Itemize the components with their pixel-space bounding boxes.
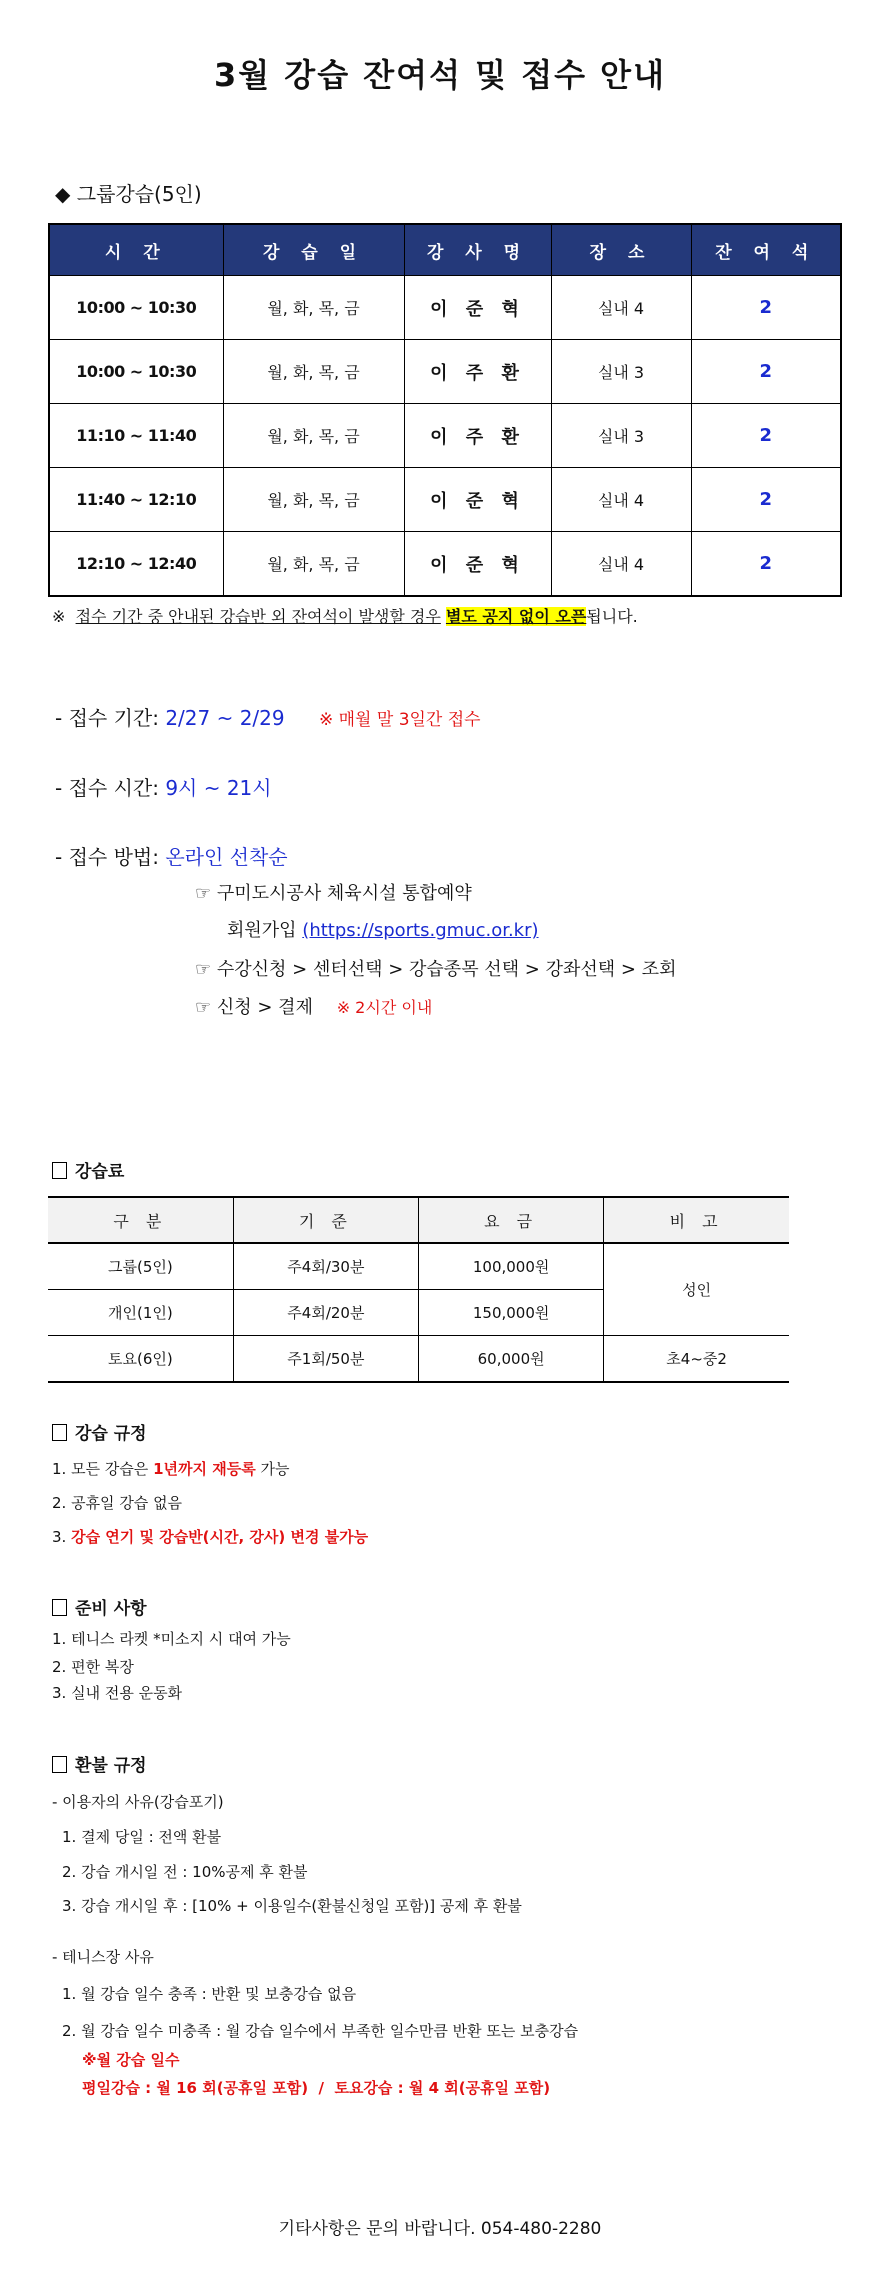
notice-tail: 됩니다. — [586, 607, 638, 626]
instructor-cell: 이 주 환 — [404, 404, 551, 468]
rule-3-red: 강습 연기 및 강습반(시간, 강사) 변경 불가능 — [71, 1528, 369, 1546]
diamond-icon: ◆ — [55, 182, 71, 206]
notice-mark: ※ — [52, 607, 66, 626]
prep-heading — [52, 1594, 147, 1619]
rule-2: 2. 공휴일 강습 없음 — [52, 1494, 183, 1512]
days-cell: 월, 화, 목, 금 — [223, 340, 404, 404]
rule-3-num: 3. — [52, 1528, 72, 1546]
monthly-days-detail: 평일강습 : 월 16 회(공휴일 포함) / 토요강습 : 월 4 회(공휴일 포함) — [82, 2079, 551, 2097]
remaining-seats-cell: 2 — [691, 404, 841, 468]
location-cell: 실내 3 — [551, 340, 691, 404]
hand-icon: ☞ — [195, 997, 212, 1018]
remaining-seats-cell: 2 — [691, 468, 841, 532]
table-row — [49, 276, 841, 340]
fee-table — [48, 1196, 789, 1383]
fee-header-cell: 기 준 — [233, 1197, 418, 1243]
fee-heading — [52, 1157, 124, 1182]
instructor-cell: 이 준 혁 — [404, 276, 551, 340]
fee-cell: 60,000원 — [419, 1336, 604, 1383]
signup-link[interactable]: (https://sports.gmuc.or.kr) — [302, 920, 539, 941]
time-value: 9시 ~ 21시 — [165, 776, 272, 800]
remaining-seats-cell: 2 — [691, 340, 841, 404]
schedule-header-cell: 장 소 — [551, 224, 691, 276]
fee-header-cell: 비 고 — [604, 1197, 789, 1243]
rule-3 — [52, 1526, 368, 1547]
prep-item: 1. 테니스 라켓 *미소지 시 대여 가능 — [52, 1630, 291, 1648]
step-2 — [195, 955, 676, 981]
hand-icon: ☞ — [195, 883, 212, 904]
location-cell: 실내 4 — [551, 276, 691, 340]
location-cell: 실내 3 — [551, 404, 691, 468]
period-line — [55, 702, 481, 731]
time-label: - 접수 시간: — [55, 776, 159, 800]
step-1 — [195, 879, 472, 905]
rule-1-pre: 1. 모든 강습은 — [52, 1460, 154, 1478]
method-value: 온라인 선착순 — [165, 845, 288, 869]
prep-item: 2. 편한 복장 — [52, 1658, 134, 1676]
fee-heading-text: 강습료 — [75, 1162, 125, 1182]
rule-1-post: 가능 — [255, 1460, 290, 1478]
table-row — [49, 404, 841, 468]
footer-contact: 기타사항은 문의 바랍니다. 054-480-2280 — [278, 2219, 602, 2239]
table-row — [49, 340, 841, 404]
fee-cell: 그룹(5인) — [48, 1243, 233, 1290]
location-cell: 실내 4 — [551, 468, 691, 532]
time-cell: 12:10 ~ 12:40 — [49, 532, 223, 597]
notice — [52, 604, 638, 627]
schedule-header-cell: 강 습 일 — [223, 224, 404, 276]
prep-heading-text: 준비 사항 — [75, 1599, 147, 1619]
table-row — [48, 1336, 789, 1383]
instructor-cell: 이 주 환 — [404, 340, 551, 404]
fee-cell: 주4회/30분 — [233, 1243, 418, 1290]
step-3-note: ※ 2시간 이내 — [336, 998, 433, 1017]
checkbox-square-icon — [52, 1424, 67, 1441]
fee-cell: 초4~중2 — [604, 1336, 789, 1383]
refund-court-heading: - 테니스장 사유 — [52, 1948, 154, 1966]
group-section-label: 그룹강습(5인) — [76, 182, 202, 206]
schedule-header-cell: 강 사 명 — [404, 224, 551, 276]
table-row — [48, 1243, 789, 1290]
checkbox-square-icon — [52, 1756, 67, 1773]
refund-user-item: 1. 결제 당일 : 전액 환불 — [62, 1828, 222, 1846]
remaining-seats-cell: 2 — [691, 532, 841, 597]
days-cell: 월, 화, 목, 금 — [223, 404, 404, 468]
days-cell: 월, 화, 목, 금 — [223, 276, 404, 340]
fee-header-cell: 요 금 — [419, 1197, 604, 1243]
fee-cell: 개인(1인) — [48, 1290, 233, 1336]
page-title: 3월 강습 잔여석 및 접수 안내 — [213, 56, 666, 94]
remaining-seats-cell: 2 — [691, 276, 841, 340]
instructor-cell: 이 준 혁 — [404, 468, 551, 532]
table-row — [49, 532, 841, 597]
schedule-header-cell: 잔 여 석 — [691, 224, 841, 276]
refund-court-item: 1. 월 강습 일수 충족 : 반환 및 보충강습 없음 — [62, 1985, 357, 2003]
fee-cell: 토요(6인) — [48, 1336, 233, 1383]
fee-cell: 주1회/50분 — [233, 1336, 418, 1383]
monthly-days-heading: ※월 강습 일수 — [82, 2051, 180, 2069]
step-1b-text: 회원가입 — [227, 920, 297, 941]
rules-heading — [52, 1419, 147, 1444]
fee-header-cell: 구 분 — [48, 1197, 233, 1243]
period-note: ※ 매월 말 3일간 접수 — [318, 710, 481, 730]
time-cell: 10:00 ~ 10:30 — [49, 340, 223, 404]
location-cell: 실내 4 — [551, 532, 691, 597]
fee-cell: 주4회/20분 — [233, 1290, 418, 1336]
step-3 — [195, 993, 432, 1019]
step-2-text: 수강신청 > 센터선택 > 강습종목 선택 > 강좌선택 > 조회 — [216, 959, 677, 980]
refund-heading-text: 환불 규정 — [75, 1756, 147, 1776]
rules-heading-text: 강습 규정 — [75, 1424, 147, 1444]
table-row — [49, 468, 841, 532]
fee-note-adult: 성인 — [604, 1243, 789, 1336]
method-line — [55, 841, 288, 870]
days-cell: 월, 화, 목, 금 — [223, 532, 404, 597]
notice-text: 접수 기간 중 안내된 강습반 외 잔여석이 발생할 경우 — [75, 607, 441, 626]
rule-1 — [52, 1458, 289, 1479]
period-value: 2/27 ~ 2/29 — [165, 706, 285, 730]
refund-user-heading: - 이용자의 사유(강습포기) — [52, 1793, 224, 1811]
time-cell: 11:10 ~ 11:40 — [49, 404, 223, 468]
method-label: - 접수 방법: — [55, 845, 159, 869]
refund-court-item: 2. 월 강습 일수 미충족 : 월 강습 일수에서 부족한 일수만큼 반환 또는 보충강습 — [62, 2022, 579, 2040]
checkbox-square-icon — [52, 1162, 67, 1179]
time-cell: 10:00 ~ 10:30 — [49, 276, 223, 340]
refund-heading — [52, 1751, 147, 1776]
step-1-text: 구미도시공사 체육시설 통합예약 — [216, 883, 472, 904]
time-line — [55, 772, 272, 801]
fee-cell: 150,000원 — [419, 1290, 604, 1336]
instructor-cell: 이 준 혁 — [404, 532, 551, 597]
step-1b — [227, 916, 539, 942]
rule-1-red: 1년까지 재등록 — [153, 1460, 256, 1478]
prep-item: 3. 실내 전용 운동화 — [52, 1684, 183, 1702]
period-label: - 접수 기간: — [55, 706, 159, 730]
notice-highlight: 별도 공지 없이 오픈 — [445, 607, 587, 626]
hand-icon: ☞ — [195, 959, 212, 980]
schedule-table — [48, 223, 842, 597]
refund-user-item: 3. 강습 개시일 후 : [10% + 이용일수(환불신청일 포함)] 공제 후 환불 — [62, 1897, 522, 1915]
time-cell: 11:40 ~ 12:10 — [49, 468, 223, 532]
group-section-heading — [55, 178, 202, 207]
fee-cell: 100,000원 — [419, 1243, 604, 1290]
step-3-text: 신청 > 결제 — [216, 997, 313, 1018]
schedule-header-cell: 시 간 — [49, 224, 223, 276]
refund-user-item: 2. 강습 개시일 전 : 10%공제 후 환불 — [62, 1863, 308, 1881]
checkbox-square-icon — [52, 1599, 67, 1616]
days-cell: 월, 화, 목, 금 — [223, 468, 404, 532]
